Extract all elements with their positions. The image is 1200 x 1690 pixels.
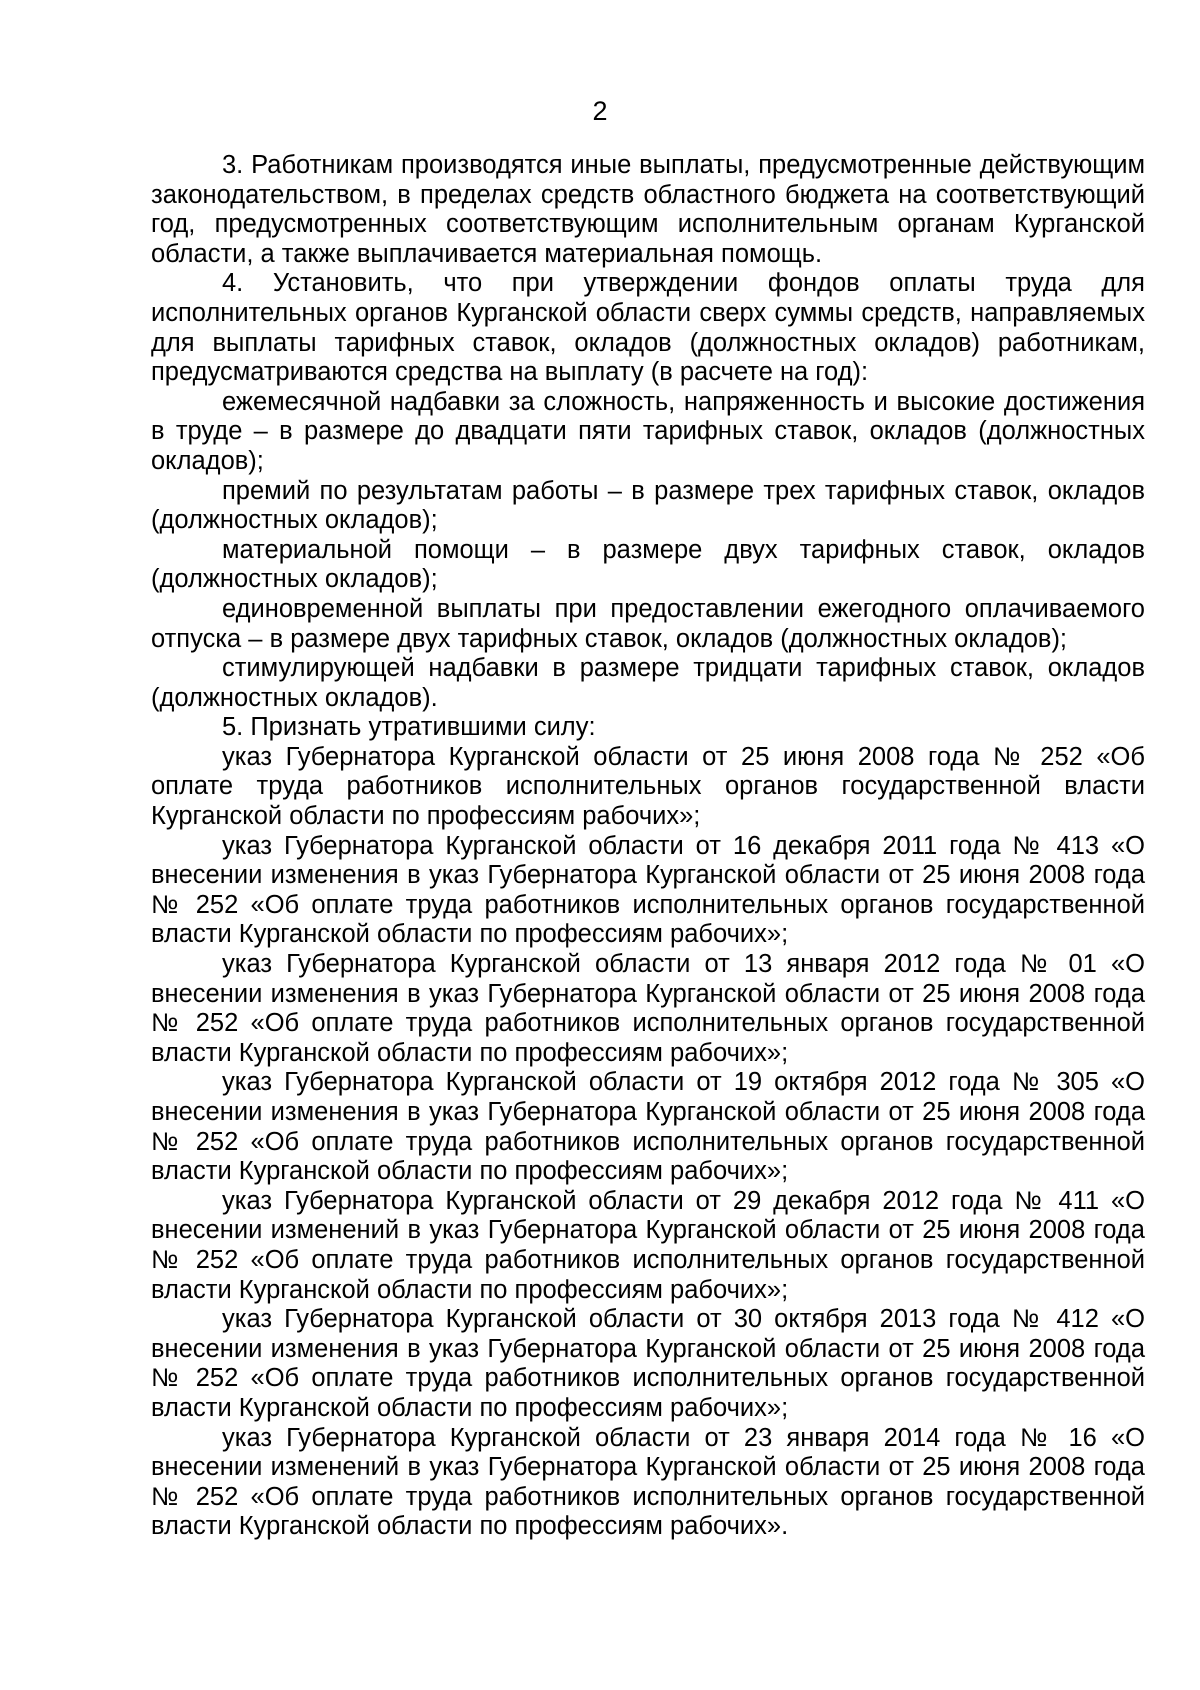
paragraph-decree-01: указ Губернатора Курганской области от 13 января 2012 года № 01 «О внесении изменения в указ Губернатора Курганской области от 25 июня 2008 года № 252 «Об оплате труда работников исполнительных органов государственной власти Курганской области по профессиям рабочих»;	[151, 950, 1145, 1067]
paragraph-item-4-wage-fund: 4. Установить, что при утверждении фондов оплаты труда для исполнительных органов Курганской области сверх суммы средств, направляемых для выплаты тарифных ставок, окладов (должностных окладов) работникам, предусматриваются средства на выплату (в расчете на год):	[151, 269, 1145, 387]
paragraph-decree-305: указ Губернатора Курганской области от 19 октября 2012 года № 305 «О внесении изменения в указ Губернатора Курганской области от 25 июня 2008 года № 252 «Об оплате труда работников исполнительных органов государственной власти Курганской области по профессиям рабочих»;	[151, 1068, 1145, 1186]
paragraph-item-3-other-payments: 3. Работникам производятся иные выплаты, предусмотренные действующим законодательством, в пределах средств областного бюджета на соответствующий год, предусмотренных соответствующим исполнительным органам Курганской области, а также выплачивается материальная помощь.	[151, 151, 1145, 268]
paragraph-material-aid: материальной помощи – в размере двух тарифных ставок, окладов (должностных окладов);	[151, 535, 1145, 594]
page-number: 2	[592, 96, 608, 126]
paragraph-monthly-bonus: ежемесячной надбавки за сложность, напряженность и высокие достижения в труде – в размере до двадцати пяти тарифных ставок, окладов (должностных окладов);	[151, 387, 1145, 475]
paragraph-decree-412: указ Губернатора Курганской области от 30 октября 2013 года № 412 «О внесении изменения в указ Губернатора Курганской области от 25 июня 2008 года № 252 «Об оплате труда работников исполнительных органов государственной власти Курганской области по профессиям рабочих»;	[151, 1305, 1145, 1422]
paragraph-item-5-repeal: 5. Признать утратившими силу:	[222, 713, 596, 742]
paragraph-vacation-payment: единовременной выплаты при предоставлении ежегодного оплачиваемого отпуска – в размере двух тарифных ставок, окладов (должностных окладов);	[151, 594, 1145, 653]
document-body	[151, 151, 1145, 1542]
paragraph-decree-16: указ Губернатора Курганской области от 23 января 2014 года № 16 «О внесении изменений в указ Губернатора Курганской области от 25 июня 2008 года № 252 «Об оплате труда работников исполнительных органов государственной власти Курганской области по профессиям рабочих».	[151, 1423, 1145, 1541]
paragraph-decree-252: указ Губернатора Курганской области от 25 июня 2008 года № 252 «Об оплате труда работников исполнительных органов государственной власти Курганской области по профессиям рабочих»;	[151, 742, 1145, 831]
paragraph-decree-411: указ Губернатора Курганской области от 29 декабря 2012 года № 411 «О внесении изменений в указ Губернатора Курганской области от 25 июня 2008 года № 252 «Об оплате труда работников исполнительных органов государственной власти Курганской области по профессиям рабочих»;	[151, 1186, 1145, 1304]
paragraph-incentive-bonus: стимулирующей надбавки в размере тридцати тарифных ставок, окладов (должностных окладов).	[151, 654, 1145, 712]
paragraph-decree-413: указ Губернатора Курганской области от 16 декабря 2011 года № 413 «О внесении изменения в указ Губернатора Курганской области от 25 июня 2008 года № 252 «Об оплате труда работников исполнительных органов государственной власти Курганской области по профессиям рабочих»;	[151, 831, 1145, 949]
paragraph-performance-premiums: премий по результатам работы – в размере трех тарифных ставок, окладов (должностных окладов);	[151, 476, 1145, 535]
